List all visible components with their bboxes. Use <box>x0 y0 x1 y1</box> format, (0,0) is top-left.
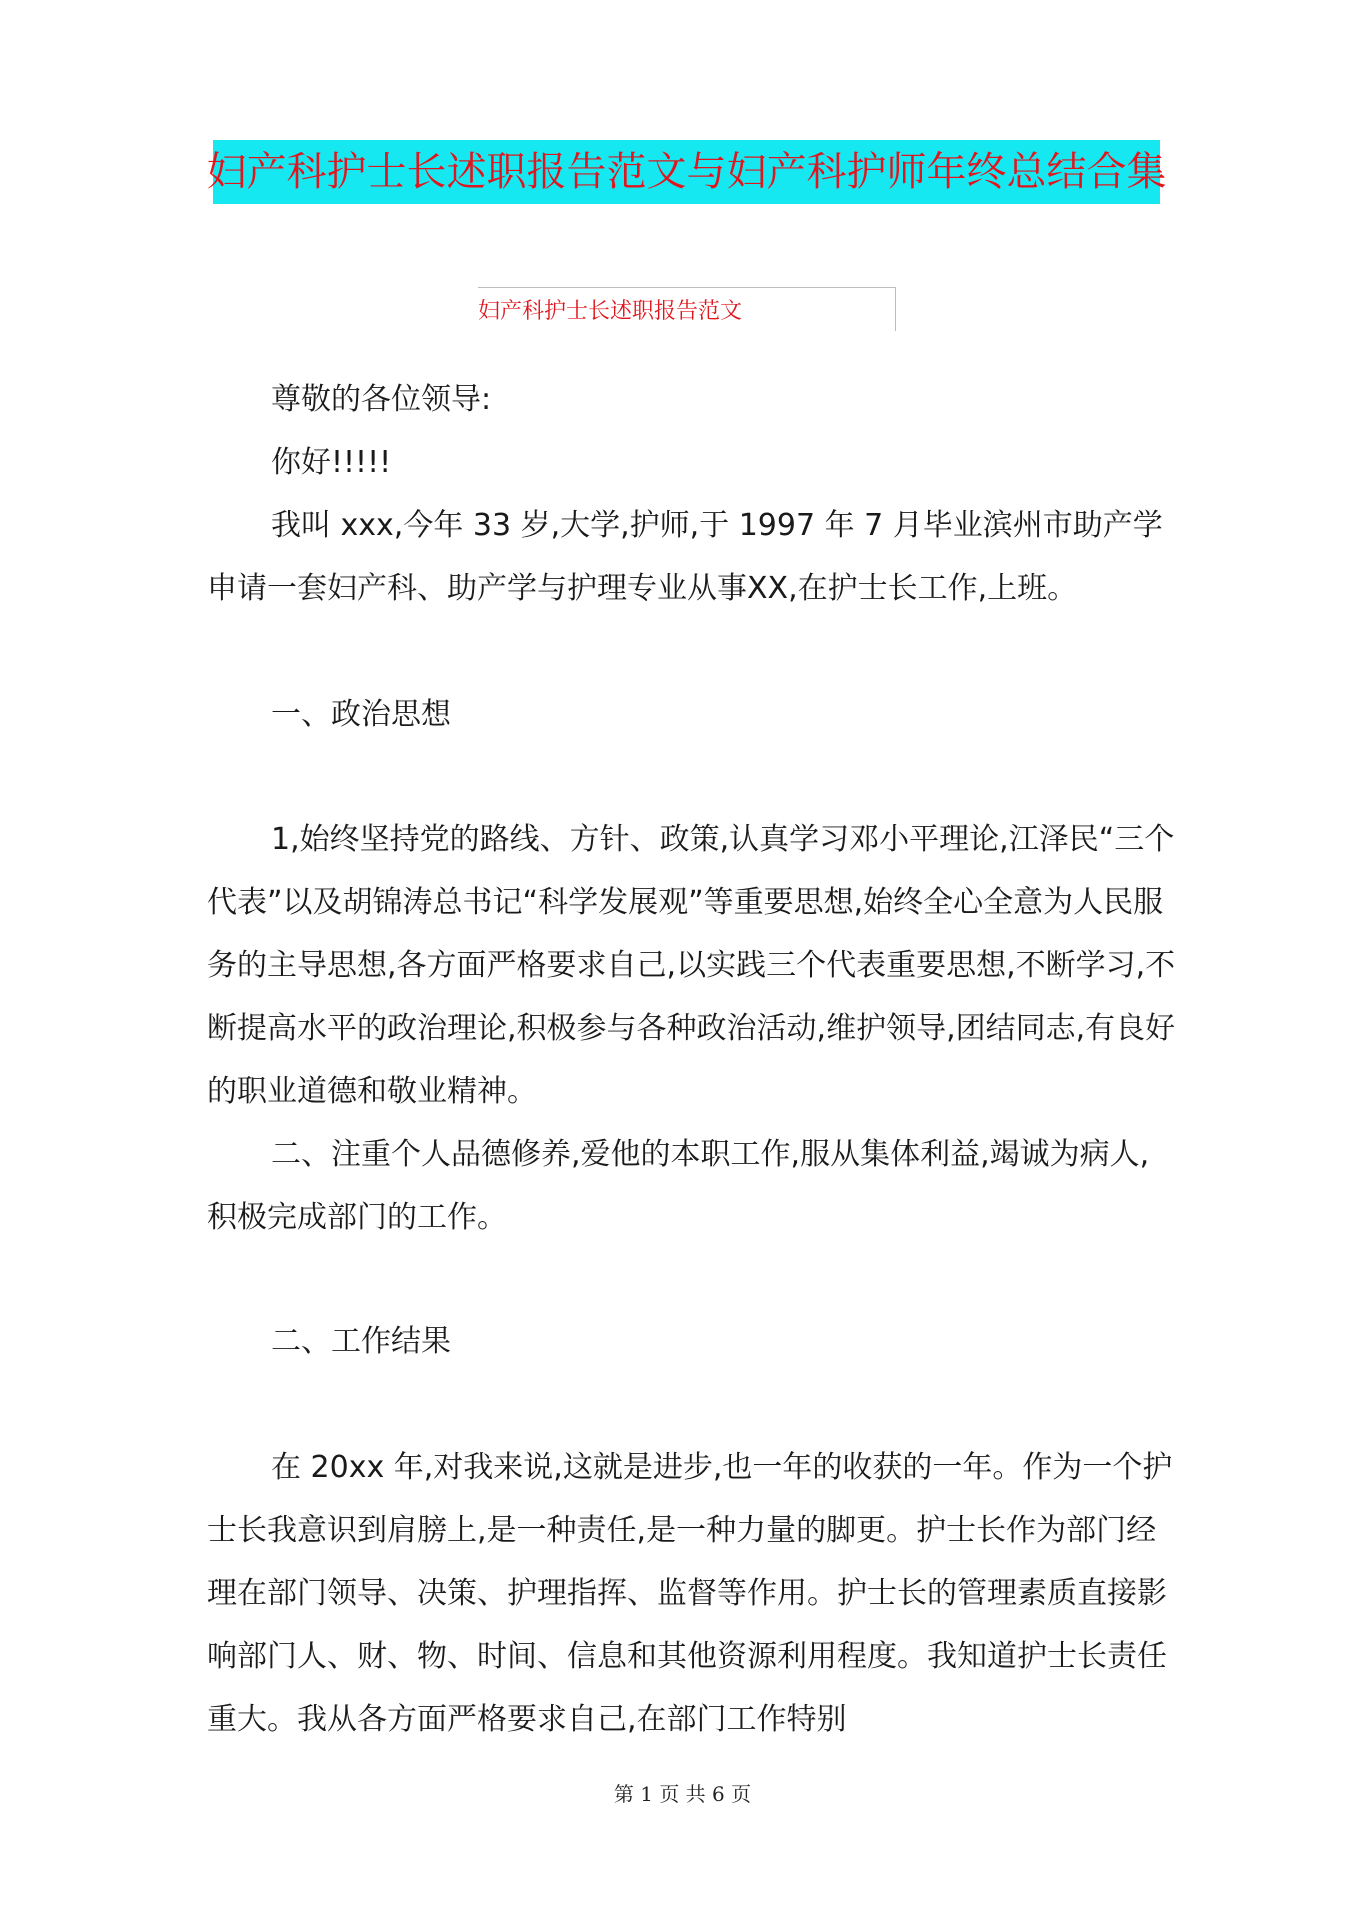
section1-heading: 一、政治思想 <box>271 697 451 732</box>
document-subtitle: 妇产科护士长述职报告范文 <box>478 299 743 324</box>
greeting-paragraph: 尊敬的各位领导: <box>271 382 492 417</box>
intro-paragraph: 我叫 xxx,今年 33 岁,大学,护师,于 1997 年 7 月毕业滨州市助产学申请一套妇产科、助产学与护理专业从事XX,在护士长工作,上班。 <box>207 508 1163 606</box>
hello-paragraph: 你好!!!!! <box>271 445 392 480</box>
section1-body: 1,始终坚持党的路线、方针、政策,认真学习邓小平理论,江泽民“三个代表”以及胡锦涛总书记“科学发展观”等重要思想,始终全心全意为人民服务的主导思想,各方面严格要求自己,以实践三个代表重要思想,不断学习,不断提高水平的政治理论,积极参与各种政治活动,维护领导,团结同志,有良好的职业道德和敬业精神。 <box>207 822 1176 1109</box>
page-footer: 第 1 页 共 6 页 <box>613 1782 752 1806</box>
title-highlight <box>206 140 1167 204</box>
section1-point2: 二、注重个人品德修养,爱他的本职工作,服从集体利益,竭诚为病人,积极完成部门的工作。 <box>207 1137 1150 1235</box>
document-title: 妇产科护士长述职报告范文与妇产科护师年终总结合集 <box>206 149 1167 195</box>
subtitle-box <box>478 287 896 331</box>
section2-heading: 二、工作结果 <box>271 1324 451 1359</box>
section2-body: 在 20xx 年,对我来说,这就是进步,也一年的收获的一年。作为一个护士长我意识到肩膀上,是一种责任,是一种力量的脚更。护士长作为部门经理在部门领导、决策、护理指挥、监督等作用。护士长的管理素质直接影响部门人、财、物、时间、信息和其他资源利用程度。我知道护士长责任重大。我从各方面严格要求自己,在部门工作特别 <box>207 1450 1173 1737</box>
